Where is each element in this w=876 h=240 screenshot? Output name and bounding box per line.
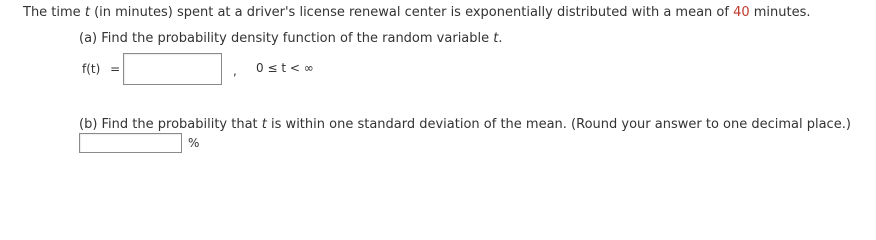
percent-unit: %	[188, 136, 200, 150]
probability-answer-input[interactable]	[79, 133, 182, 153]
question-text-end: minutes.	[749, 5, 811, 20]
part-b-text-end: is within one standard deviation of the mean. (Round your answer to one decimal place.)	[266, 117, 851, 132]
answer-separator: ,	[233, 64, 237, 78]
function-label	[82, 62, 120, 76]
part-a-text: (a) Find the probability density function of the random variable	[79, 31, 494, 46]
domain-condition: 0 ≤ t < ∞	[256, 61, 314, 75]
pdf-answer-input[interactable]	[123, 53, 222, 85]
part-a-prompt	[79, 31, 503, 46]
question-text-start: The time	[23, 5, 85, 20]
question-text	[23, 5, 811, 20]
part-b-prompt	[79, 117, 851, 132]
part-a-variable: t	[493, 31, 499, 46]
part-a-text-end: .	[498, 31, 503, 46]
variable-t: t	[84, 5, 90, 20]
function-name: f(t)	[82, 62, 101, 76]
part-b-variable: t	[261, 117, 267, 132]
part-b-text: (b) Find the probability that	[79, 117, 262, 132]
question-text-middle: (in minutes) spent at a driver's license renewal center is exponentially distributed with a mean of	[89, 5, 734, 20]
mean-value: 40	[733, 5, 750, 20]
equals-sign: =	[110, 62, 121, 76]
